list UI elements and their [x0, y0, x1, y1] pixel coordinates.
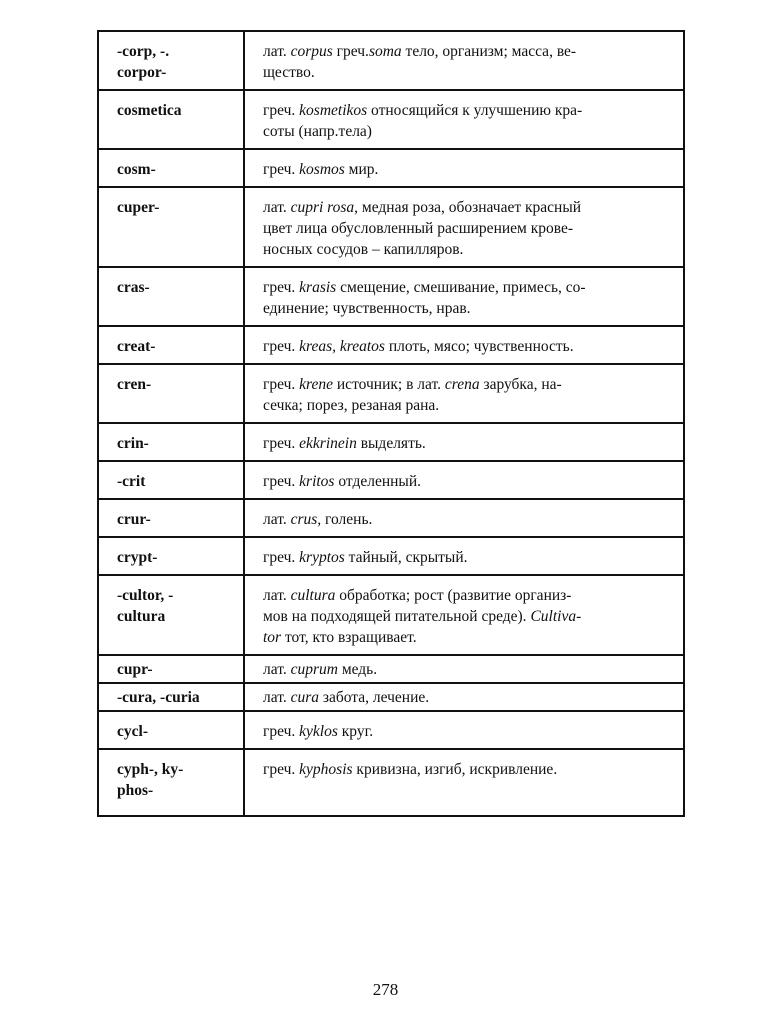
- definition-italic-segment: cuprum: [290, 661, 338, 678]
- glossary-table: [97, 30, 685, 817]
- glossary-row: [98, 499, 684, 537]
- definition-italic-segment: cura: [290, 689, 319, 706]
- definition-italic-segment: Cultiva- tor: [263, 608, 582, 646]
- definition-cell: [244, 537, 684, 575]
- glossary-row: [98, 90, 684, 149]
- definition-segment: лат.: [263, 661, 291, 678]
- definition-segment: греч.: [263, 435, 300, 452]
- definition-segment: тайный, скрытый.: [344, 549, 468, 566]
- definition-segment: греч.: [263, 761, 300, 778]
- definition-italic-segment: kyklos: [299, 723, 338, 740]
- definition-italic-segment: kosmos: [299, 161, 345, 178]
- glossary-body: [98, 31, 684, 816]
- term-cell: -crit: [98, 461, 244, 499]
- term-cell: cren-: [98, 364, 244, 423]
- definition-segment: лат.: [263, 587, 291, 604]
- definition-segment: греч.: [263, 279, 300, 296]
- definition-italic-segment: cultura: [290, 587, 336, 604]
- term-cell: -cura, -curia: [98, 683, 244, 711]
- definition-segment: круг.: [337, 723, 374, 740]
- definition-cell: [244, 461, 684, 499]
- definition-italic-segment: kritos: [299, 473, 335, 490]
- definition-cell: [244, 499, 684, 537]
- glossary-row: [98, 461, 684, 499]
- definition-cell: [244, 655, 684, 683]
- definition-italic-segment: krene: [299, 376, 334, 393]
- definition-cell: [244, 749, 684, 816]
- definition-segment: лат.: [263, 689, 291, 706]
- definition-segment: кривизна, изгиб, искривление.: [352, 761, 558, 778]
- definition-italic-segment: kreas, kreatos: [299, 338, 385, 355]
- definition-segment: греч.: [263, 723, 300, 740]
- definition-cell: [244, 187, 684, 267]
- definition-cell: [244, 31, 684, 90]
- glossary-row: [98, 655, 684, 683]
- term-cell: crin-: [98, 423, 244, 461]
- glossary-row: [98, 187, 684, 267]
- term-cell: crypt-: [98, 537, 244, 575]
- definition-italic-segment: crus,: [290, 511, 322, 528]
- glossary-row: [98, 537, 684, 575]
- glossary-row: [98, 575, 684, 655]
- definition-italic-segment: soma: [368, 43, 402, 60]
- definition-segment: греч.: [263, 161, 300, 178]
- term-cell: crur-: [98, 499, 244, 537]
- definition-cell: [244, 90, 684, 149]
- definition-segment: источник; в лат.: [333, 376, 445, 393]
- definition-cell: [244, 267, 684, 326]
- glossary-row: [98, 364, 684, 423]
- definition-cell: [244, 711, 684, 749]
- definition-italic-segment: kryptos: [299, 549, 345, 566]
- term-cell: cosm-: [98, 149, 244, 187]
- definition-italic-segment: corpus: [290, 43, 333, 60]
- definition-segment: обработка; рост (развитие организ- мов на подходящей питательной среде).: [263, 587, 572, 625]
- glossary-row: [98, 326, 684, 364]
- term-cell: cosmetica: [98, 90, 244, 149]
- definition-segment: плоть, мясо; чувственность.: [384, 338, 574, 355]
- definition-segment: греч.: [332, 43, 369, 60]
- glossary-row: [98, 267, 684, 326]
- definition-segment: зарубка, на- сечка; порез, резаная рана.: [263, 376, 562, 414]
- definition-cell: [244, 423, 684, 461]
- definition-segment: голень.: [321, 511, 373, 528]
- definition-segment: выделять.: [356, 435, 426, 452]
- term-cell: creat-: [98, 326, 244, 364]
- definition-segment: тот, кто взращивает.: [281, 629, 417, 646]
- definition-italic-segment: cupri rosa: [290, 199, 355, 216]
- definition-cell: [244, 683, 684, 711]
- glossary-row: [98, 749, 684, 816]
- definition-segment: лат.: [263, 511, 291, 528]
- term-cell: cras-: [98, 267, 244, 326]
- glossary-row: [98, 149, 684, 187]
- glossary-row: [98, 31, 684, 90]
- definition-segment: относящийся к улучшению кра- соты (напр.тела): [263, 102, 583, 140]
- definition-cell: [244, 326, 684, 364]
- definition-cell: [244, 575, 684, 655]
- definition-segment: греч.: [263, 473, 300, 490]
- definition-segment: мир.: [344, 161, 379, 178]
- term-cell: cycl-: [98, 711, 244, 749]
- definition-italic-segment: ekkrinein: [299, 435, 357, 452]
- definition-segment: медь.: [337, 661, 378, 678]
- term-cell: cyph-, ky- phos-: [98, 749, 244, 816]
- definition-segment: греч.: [263, 376, 300, 393]
- definition-segment: греч.: [263, 549, 300, 566]
- definition-segment: забота, лечение.: [319, 689, 430, 706]
- definition-segment: , медная роза, обозначает красный цвет лица обусловленный расширением крове- носных сосудов – капилляров.: [263, 199, 582, 258]
- glossary-row: [98, 711, 684, 749]
- term-cell: -corp, -. corpor-: [98, 31, 244, 90]
- definition-segment: отделенный.: [334, 473, 422, 490]
- term-cell: cupr-: [98, 655, 244, 683]
- definition-cell: [244, 149, 684, 187]
- definition-segment: тело, организм; масса, ве- щество.: [263, 43, 577, 81]
- glossary-row: [98, 423, 684, 461]
- definition-italic-segment: crena: [444, 376, 480, 393]
- term-cell: -cultor, - cultura: [98, 575, 244, 655]
- definition-segment: греч.: [263, 338, 300, 355]
- term-cell: cuper-: [98, 187, 244, 267]
- definition-italic-segment: kosmetikos: [299, 102, 368, 119]
- definition-cell: [244, 364, 684, 423]
- glossary-row: [98, 683, 684, 711]
- page-number: 278: [372, 980, 399, 999]
- definition-segment: лат.: [263, 199, 291, 216]
- definition-segment: смещение, смешивание, примесь, со- единение; чувственность, нрав.: [263, 279, 586, 317]
- definition-italic-segment: kyphosis: [299, 761, 353, 778]
- definition-segment: лат.: [263, 43, 291, 60]
- definition-segment: греч.: [263, 102, 300, 119]
- definition-italic-segment: krasis: [299, 279, 337, 296]
